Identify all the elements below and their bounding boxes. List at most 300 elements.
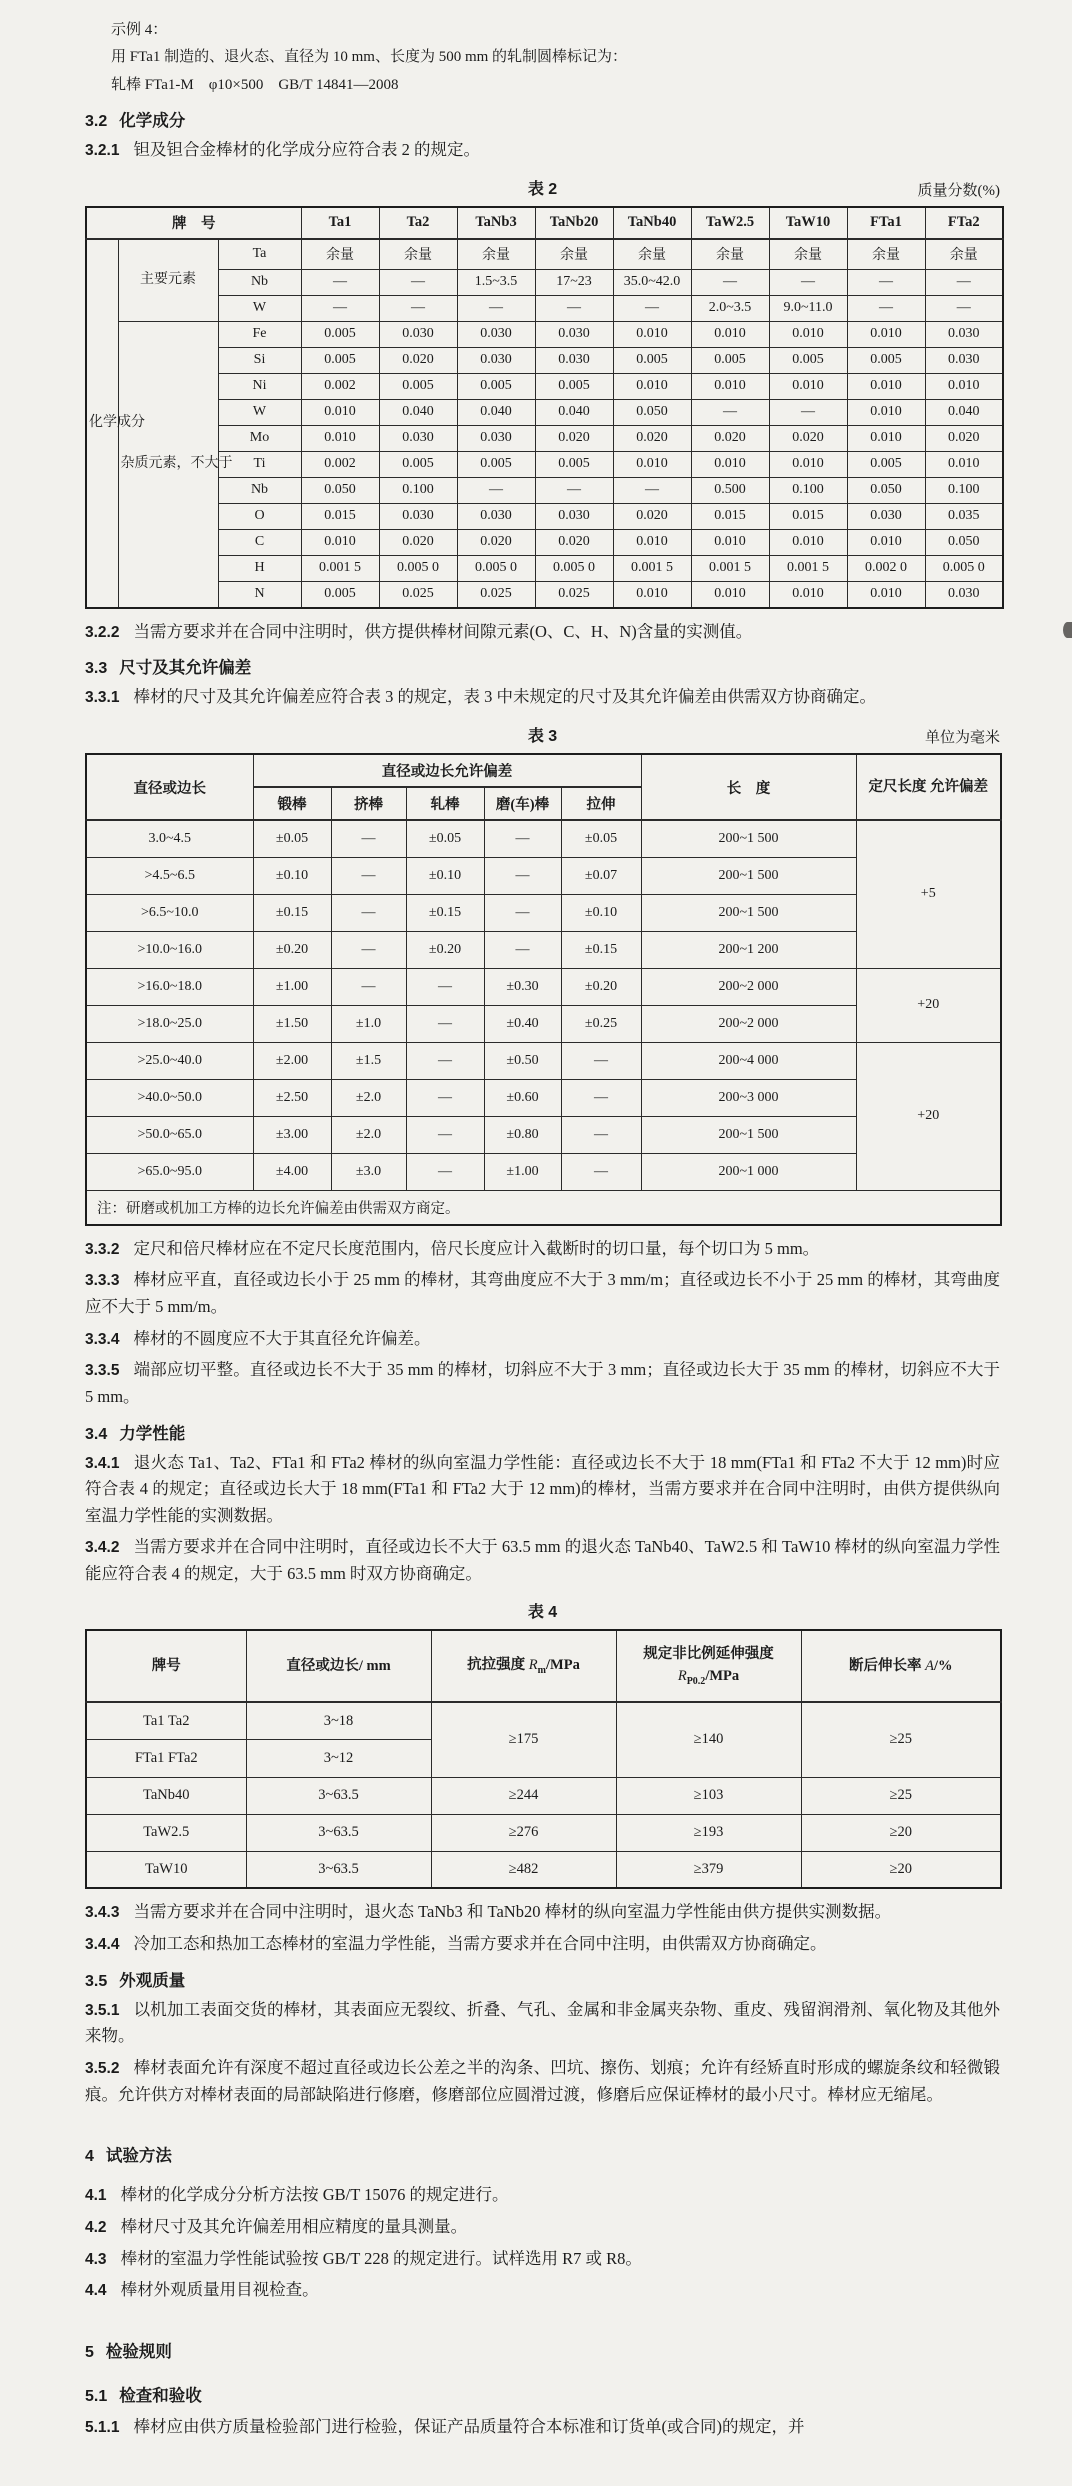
table-cell: — — [769, 399, 847, 425]
table-cell: — — [561, 1079, 641, 1116]
table-cell: — — [535, 477, 613, 503]
t2-group-impurity-elements: 杂质元素，不大于 — [118, 321, 218, 608]
t2-brand-header: TaW2.5 — [691, 207, 769, 239]
table-row — [86, 555, 1003, 581]
t4-header-text: /% — [933, 1658, 953, 1675]
table-cell: 0.100 — [379, 477, 457, 503]
table-row — [86, 581, 1003, 608]
table-row — [86, 269, 1003, 295]
table-cell: 0.100 — [925, 477, 1003, 503]
clause-number: 3.3.3 — [85, 1272, 120, 1290]
table-cell: 余量 — [535, 239, 613, 270]
clause-number: 3.4 — [85, 1425, 108, 1443]
table-row — [86, 399, 1003, 425]
clause-3-3-3 — [85, 1267, 1000, 1320]
table-row — [86, 529, 1003, 555]
t3-fixlen-tol: +5 — [856, 820, 1001, 968]
table-cell: 0.005 — [535, 373, 613, 399]
table-cell: ±1.0 — [331, 1005, 406, 1042]
table-row — [86, 477, 1003, 503]
table-cell: 余量 — [301, 239, 379, 270]
clause-number: 4.3 — [85, 2250, 107, 2268]
table-cell: 0.030 — [925, 347, 1003, 373]
table-cell: ≥193 — [616, 1814, 801, 1851]
table-cell: 0.005 — [613, 347, 691, 373]
table-row — [86, 1851, 1001, 1888]
t2-brand-header: FTa2 — [925, 207, 1003, 239]
table2-unit-note: 质量分数(%) — [917, 182, 1000, 199]
heading-4 — [85, 2142, 1000, 2166]
table-cell: 0.020 — [379, 529, 457, 555]
table-2-chemical-composition — [85, 206, 1004, 609]
table-cell: — — [925, 269, 1003, 295]
table-cell: — — [331, 894, 406, 931]
table-cell: — — [331, 931, 406, 968]
table-cell: 9.0~11.0 — [769, 295, 847, 321]
t4-header-text: 断后伸长率 — [848, 1658, 926, 1675]
table-cell: 余量 — [613, 239, 691, 270]
t4-brand: Ta1 Ta2 — [86, 1702, 246, 1740]
table-cell: 余量 — [847, 239, 925, 270]
table2-caption-row — [85, 176, 1000, 200]
table-cell: 0.030 — [457, 347, 535, 373]
table-cell: 0.030 — [925, 581, 1003, 608]
table-cell: 35.0~42.0 — [613, 269, 691, 295]
table-row — [86, 1814, 1001, 1851]
clause-text: 棒材外观质量用目视检查。 — [120, 2280, 319, 2300]
table-cell: 0.010 — [769, 321, 847, 347]
table-cell: 0.015 — [769, 503, 847, 529]
table-cell: 3~18 — [246, 1702, 431, 1740]
example-line: 轧棒 FTa1-M φ10×500 GB/T 14841—2008 — [111, 76, 399, 93]
clause-3-3-5 — [85, 1357, 1000, 1410]
t2-brand-header: TaNb20 — [535, 207, 613, 239]
t4-header-subscript: P0.2 — [686, 1676, 706, 1688]
table-cell: 0.002 — [301, 451, 379, 477]
table-cell: 余量 — [925, 239, 1003, 270]
table-cell: 0.010 — [847, 581, 925, 608]
table3-unit-note: 单位为毫米 — [924, 730, 1000, 747]
table-cell: 0.050 — [613, 399, 691, 425]
table-cell: 0.030 — [535, 347, 613, 373]
table-cell: 200~4 000 — [641, 1042, 856, 1079]
table-cell: 0.010 — [301, 399, 379, 425]
clause-number: 3.3 — [85, 660, 108, 678]
t2-left-label-chemical-composition: 化学成分 — [86, 239, 118, 608]
table-cell: 3~63.5 — [246, 1814, 431, 1851]
t3-subheader-extruded: 挤棒 — [331, 787, 406, 820]
table-cell: 0.010 — [847, 425, 925, 451]
table-cell: ±2.0 — [331, 1116, 406, 1153]
clause-3-5-2 — [85, 2055, 1000, 2108]
table-cell: 0.050 — [925, 529, 1003, 555]
table-cell: 0.005 — [301, 347, 379, 373]
table-cell: 0.030 — [379, 503, 457, 529]
clause-text: 当需方要求并在合同中注明时，直径或边长不大于 63.5 mm 的退火态 TaNb40、TaW2.5 和 TaW10 棒材的纵向室温力学性能应符合表 4 的规定，大于 63.5 mm 时双方协商确定。 — [85, 1537, 1000, 1583]
t2-brand-header: TaNb3 — [457, 207, 535, 239]
table-cell: 3.0~4.5 — [86, 820, 253, 857]
table-cell: — — [561, 1153, 641, 1190]
t4-header-symbol: A — [925, 1658, 934, 1675]
table-cell: >6.5~10.0 — [86, 894, 253, 931]
t4-header-text: 抗拉强度 — [467, 1657, 529, 1674]
clause-number: 4.4 — [85, 2282, 107, 2300]
table-cell: 0.030 — [535, 321, 613, 347]
clause-5-1-1 — [85, 2414, 1000, 2441]
table-cell: 0.010 — [691, 373, 769, 399]
table-cell: 1.5~3.5 — [457, 269, 535, 295]
table-cell: 0.020 — [457, 529, 535, 555]
table-cell: 0.010 — [691, 529, 769, 555]
table-cell: >25.0~40.0 — [86, 1042, 253, 1079]
clause-3-4-4 — [85, 1931, 1000, 1958]
t3-note: 注：研磨或机加工方棒的边长允许偏差由供需双方商定。 — [86, 1190, 1001, 1225]
heading-3-5 — [85, 1967, 1000, 1991]
table-cell: ±0.10 — [406, 857, 484, 894]
heading-title: 外观质量 — [119, 1971, 186, 1990]
table-cell: 0.050 — [847, 477, 925, 503]
heading-title: 力学性能 — [119, 1424, 186, 1443]
table-cell: ±0.15 — [406, 894, 484, 931]
table-cell: Ni — [218, 373, 301, 399]
clause-text: 棒材的化学成分分析方法按 GB/T 15076 的规定进行。 — [120, 2185, 509, 2205]
t3-subheader-forged: 锻棒 — [253, 787, 331, 820]
table-cell: ≥244 — [431, 1777, 616, 1814]
table-note-row — [86, 1190, 1001, 1225]
clause-4-3 — [85, 2246, 1000, 2273]
table-cell: 0.040 — [925, 399, 1003, 425]
table-cell: 0.030 — [379, 425, 457, 451]
table-cell: 0.010 — [691, 581, 769, 608]
table-cell: — — [613, 295, 691, 321]
t2-brand-header: Ta1 — [301, 207, 379, 239]
table-cell: — — [406, 1079, 484, 1116]
t3-subheader-drawn: 拉伸 — [561, 787, 641, 820]
table-3-dimension-tolerances — [85, 753, 1002, 1226]
table-cell: — — [484, 857, 561, 894]
table-row — [86, 347, 1003, 373]
table-cell: 200~2 000 — [641, 1005, 856, 1042]
clause-text: 棒材尺寸及其允许偏差用相应精度的量具测量。 — [120, 2216, 468, 2236]
clause-number: 3.4.2 — [85, 1539, 120, 1557]
t2-brand-header: Ta2 — [379, 207, 457, 239]
clause-text: 钽及钽合金棒材的化学成分应符合表 2 的规定。 — [133, 139, 480, 159]
table-cell: 200~1 500 — [641, 894, 856, 931]
clause-4-4 — [85, 2277, 1000, 2304]
table-cell: 0.010 — [691, 321, 769, 347]
table-cell: 0.030 — [925, 321, 1003, 347]
t4-header-proof-strength — [616, 1630, 801, 1702]
table-cell: 0.010 — [769, 373, 847, 399]
t4-header-tensile-strength — [431, 1630, 616, 1702]
table-cell: ±0.05 — [406, 820, 484, 857]
table-cell: 0.005 — [379, 451, 457, 477]
clause-3-4-1 — [85, 1450, 1000, 1530]
table-cell: ≥25 — [801, 1702, 1001, 1777]
table-cell: 余量 — [769, 239, 847, 270]
table-cell: — — [457, 477, 535, 503]
table-cell: 0.040 — [457, 399, 535, 425]
table-cell: 0.010 — [769, 529, 847, 555]
table-cell: 0.010 — [769, 451, 847, 477]
table-cell: 余量 — [691, 239, 769, 270]
table-cell: — — [769, 269, 847, 295]
table-cell: 0.010 — [847, 399, 925, 425]
table-row — [86, 1042, 1001, 1079]
table-cell: — — [457, 295, 535, 321]
table-cell: — — [406, 1042, 484, 1079]
clause-number: 3.4.4 — [85, 1935, 120, 1953]
heading-title: 尺寸及其允许偏差 — [119, 659, 252, 678]
clause-3-2-1 — [85, 137, 1000, 164]
t3-subheader-ground: 磨(车)棒 — [484, 787, 561, 820]
table-cell: 200~3 000 — [641, 1079, 856, 1116]
table-cell: 余量 — [457, 239, 535, 270]
table-cell: ±0.15 — [253, 894, 331, 931]
table-cell: 2.0~3.5 — [691, 295, 769, 321]
t2-group-main-elements: 主要元素 — [118, 239, 218, 322]
table-cell: ±0.20 — [561, 968, 641, 1005]
clause-text: 当需方要求并在合同中注明时，退火态 TaNb3 和 TaNb20 棒材的纵向室温力学性能由供方提供实测数据。 — [133, 1902, 892, 1922]
clause-4-2 — [85, 2214, 1000, 2241]
table-cell: 3~63.5 — [246, 1777, 431, 1814]
table-row — [86, 239, 1003, 270]
table-cell: Ta — [218, 239, 301, 270]
table-cell: 200~1 500 — [641, 820, 856, 857]
heading-3-2 — [85, 107, 1000, 131]
t2-brand-header: FTa1 — [847, 207, 925, 239]
t3-fixlen-tol: +20 — [856, 1042, 1001, 1190]
t4-brand: FTa1 FTa2 — [86, 1740, 246, 1777]
heading-title: 试验方法 — [105, 2147, 172, 2166]
t3-header-fixed-length-tolerance: 定尺长度 允许偏差 — [856, 754, 1001, 820]
table-cell: — — [561, 1042, 641, 1079]
table-cell: ±0.50 — [484, 1042, 561, 1079]
table-cell: 17~23 — [535, 269, 613, 295]
table-cell: 0.030 — [379, 321, 457, 347]
clause-text: 定尺和倍尺棒材应在不定尺长度范围内，倍尺长度应计入截断时的切口量，每个切口为 5 mm。 — [133, 1238, 820, 1258]
heading-5-1 — [85, 2382, 1000, 2406]
table-cell: 0.010 — [847, 529, 925, 555]
table-cell: ±3.0 — [331, 1153, 406, 1190]
t2-corner-header: 牌 号 — [86, 207, 301, 239]
table-cell: 0.001 5 — [691, 555, 769, 581]
table-cell: ±1.00 — [484, 1153, 561, 1190]
table-cell: ≥175 — [431, 1702, 616, 1777]
clause-number: 3.2.1 — [85, 141, 120, 159]
table-cell: >16.0~18.0 — [86, 968, 253, 1005]
table-cell: ±0.60 — [484, 1079, 561, 1116]
clause-text: 棒材的室温力学性能试验按 GB/T 228 的规定进行。试样选用 R7 或 R8。 — [120, 2248, 642, 2268]
table-cell: W — [218, 295, 301, 321]
clause-number: 4 — [85, 2148, 94, 2166]
table-cell: 0.005 — [457, 451, 535, 477]
table-cell: 0.010 — [847, 373, 925, 399]
t4-brand: TaNb40 — [86, 1777, 246, 1814]
clause-number: 3.3.2 — [85, 1240, 120, 1258]
table-cell: — — [484, 894, 561, 931]
t3-subheader-rolled: 轧棒 — [406, 787, 484, 820]
table-cell: 200~1 200 — [641, 931, 856, 968]
table-row — [86, 820, 1001, 857]
table-cell: ≥25 — [801, 1777, 1001, 1814]
clause-number: 4.1 — [85, 2187, 107, 2205]
table-cell: 0.010 — [613, 321, 691, 347]
table-cell: 0.010 — [613, 451, 691, 477]
example-label: 示例 4： — [111, 22, 168, 38]
table-cell: 0.005 0 — [925, 555, 1003, 581]
table-cell: 200~1 500 — [641, 857, 856, 894]
table-cell: 0.001 5 — [769, 555, 847, 581]
table-cell: 0.001 5 — [613, 555, 691, 581]
table-cell: — — [613, 477, 691, 503]
table-cell: ±2.0 — [331, 1079, 406, 1116]
table-cell: 0.005 — [457, 373, 535, 399]
heading-title: 检验规则 — [105, 2343, 172, 2362]
t4-brand: TaW10 — [86, 1851, 246, 1888]
table-cell: 3~12 — [246, 1740, 431, 1777]
table-cell: ±0.20 — [406, 931, 484, 968]
table-cell: 0.005 0 — [457, 555, 535, 581]
table-header-row — [86, 1630, 1001, 1702]
table-cell: ±2.00 — [253, 1042, 331, 1079]
table-row — [86, 1702, 1001, 1740]
table-cell: >40.0~50.0 — [86, 1079, 253, 1116]
table-cell: ±1.5 — [331, 1042, 406, 1079]
table-cell: 0.050 — [301, 477, 379, 503]
table-cell: 0.005 — [379, 373, 457, 399]
table-cell: >18.0~25.0 — [86, 1005, 253, 1042]
table-cell: ≥379 — [616, 1851, 801, 1888]
table-cell: 余量 — [379, 239, 457, 270]
heading-5 — [85, 2338, 1000, 2362]
clause-3-4-2 — [85, 1534, 1000, 1587]
table-cell: — — [301, 295, 379, 321]
table-cell: ±0.05 — [561, 820, 641, 857]
table-cell: 0.010 — [925, 451, 1003, 477]
table-cell: 0.005 — [535, 451, 613, 477]
table-cell: Mo — [218, 425, 301, 451]
table-cell: 0.010 — [613, 581, 691, 608]
t4-header-symbol: R — [528, 1657, 538, 1674]
clause-number: 3.3.4 — [85, 1330, 120, 1348]
table-cell: — — [331, 968, 406, 1005]
table-cell: — — [406, 1116, 484, 1153]
table-cell: — — [535, 295, 613, 321]
clause-number: 5.1 — [85, 2388, 108, 2406]
table4-caption-row — [85, 1599, 1000, 1623]
clause-3-3-4 — [85, 1326, 1000, 1353]
table-cell: ±4.00 — [253, 1153, 331, 1190]
table-cell: 0.500 — [691, 477, 769, 503]
table-cell: 0.030 — [457, 425, 535, 451]
t3-fixlen-tol: +20 — [856, 968, 1001, 1042]
table-cell: 0.005 — [847, 451, 925, 477]
table-cell: 0.020 — [535, 425, 613, 451]
clause-number: 3.3.1 — [85, 689, 120, 707]
table-row — [86, 425, 1003, 451]
clause-text: 退火态 Ta1、Ta2、FTa1 和 FTa2 棒材的纵向室温力学性能：直径或边长不大于 18 mm(FTa1 和 FTa2 不大于 12 mm)时应符合表 4 的规定；直径或边长大于 18 mm(FTa1 和 FTa2 大于 12 mm)的棒材，当需方要求并在合同中注明时，由供方提供纵向室温力学性能的实测数据。 — [85, 1452, 1000, 1525]
table-cell: — — [406, 968, 484, 1005]
table-cell: 0.015 — [691, 503, 769, 529]
table-cell: 0.025 — [379, 581, 457, 608]
table-cell: N — [218, 581, 301, 608]
table-cell: — — [301, 269, 379, 295]
clause-text: 棒材应由供方质量检验部门进行检验，保证产品质量符合本标准和订货单(或合同)的规定，并 — [133, 2417, 805, 2437]
table-cell: — — [406, 1153, 484, 1190]
clause-3-4-3 — [85, 1899, 1000, 1926]
table-cell: 0.020 — [613, 503, 691, 529]
table-header-row — [86, 207, 1003, 239]
table3-caption-row — [85, 723, 1000, 747]
table-cell: 0.020 — [613, 425, 691, 451]
table-row — [86, 503, 1003, 529]
table-cell: ±0.10 — [253, 857, 331, 894]
table-cell: 0.010 — [301, 425, 379, 451]
table-cell: 0.035 — [925, 503, 1003, 529]
table-cell: 0.010 — [769, 581, 847, 608]
table-cell: 0.002 0 — [847, 555, 925, 581]
clause-number: 3.2 — [85, 112, 108, 130]
table-cell: 0.030 — [847, 503, 925, 529]
table-cell: 0.005 — [847, 347, 925, 373]
table-cell: 200~1 500 — [641, 1116, 856, 1153]
table-cell: 0.025 — [535, 581, 613, 608]
clause-3-5-1 — [85, 1997, 1000, 2050]
table-cell: — — [847, 269, 925, 295]
t4-header-text: 规定非比例延伸强度 — [643, 1645, 774, 1662]
t3-header-length: 长 度 — [641, 754, 856, 820]
t4-header-text: /MPa — [546, 1657, 580, 1674]
clause-text: 当需方要求并在合同中注明时，供方提供棒材间隙元素(O、C、H、N)含量的实测值。 — [133, 621, 753, 641]
table-cell: 0.040 — [379, 399, 457, 425]
table-cell: ±0.10 — [561, 894, 641, 931]
table-cell: >50.0~65.0 — [86, 1116, 253, 1153]
table-cell: 0.025 — [457, 581, 535, 608]
table-cell: 200~1 000 — [641, 1153, 856, 1190]
table-cell: 0.005 — [301, 581, 379, 608]
table-cell: ±0.20 — [253, 931, 331, 968]
clause-text: 以机加工表面交货的棒材，其表面应无裂纹、折叠、气孔、金属和非金属夹杂物、重皮、残留润滑剂、氧化物及其他外来物。 — [85, 1999, 1000, 2046]
clause-number: 3.5.1 — [85, 2001, 120, 2019]
heading-title: 化学成分 — [119, 111, 186, 130]
clause-number: 3.3.5 — [85, 1362, 120, 1380]
t2-brand-header: TaNb40 — [613, 207, 691, 239]
clause-4-1 — [85, 2182, 1000, 2209]
t4-header-brand: 牌号 — [86, 1630, 246, 1702]
table-cell: ±0.07 — [561, 857, 641, 894]
table-cell: — — [925, 295, 1003, 321]
clause-number: 5 — [85, 2344, 94, 2362]
table-row — [86, 1777, 1001, 1814]
table-cell: 0.030 — [457, 503, 535, 529]
table-cell: 0.002 — [301, 373, 379, 399]
table-cell: — — [691, 399, 769, 425]
clause-number: 3.4.3 — [85, 1904, 120, 1922]
table-cell: 0.020 — [691, 425, 769, 451]
t4-header-text: /MPa — [705, 1668, 740, 1685]
table-cell: 0.005 — [301, 321, 379, 347]
table-cell: ±2.50 — [253, 1079, 331, 1116]
clause-3-2-2 — [85, 619, 1000, 646]
t4-header-symbol: R — [677, 1668, 687, 1685]
table-cell: ≥20 — [801, 1851, 1001, 1888]
table-cell: 0.020 — [769, 425, 847, 451]
clause-3-3-2 — [85, 1236, 1000, 1263]
heading-3-3 — [85, 654, 1000, 678]
clause-text: 冷加工态和热加工态棒材的室温力学性能，当需方要求并在合同中注明，由供需双方协商确定。 — [133, 1933, 827, 1953]
table-cell: — — [379, 269, 457, 295]
